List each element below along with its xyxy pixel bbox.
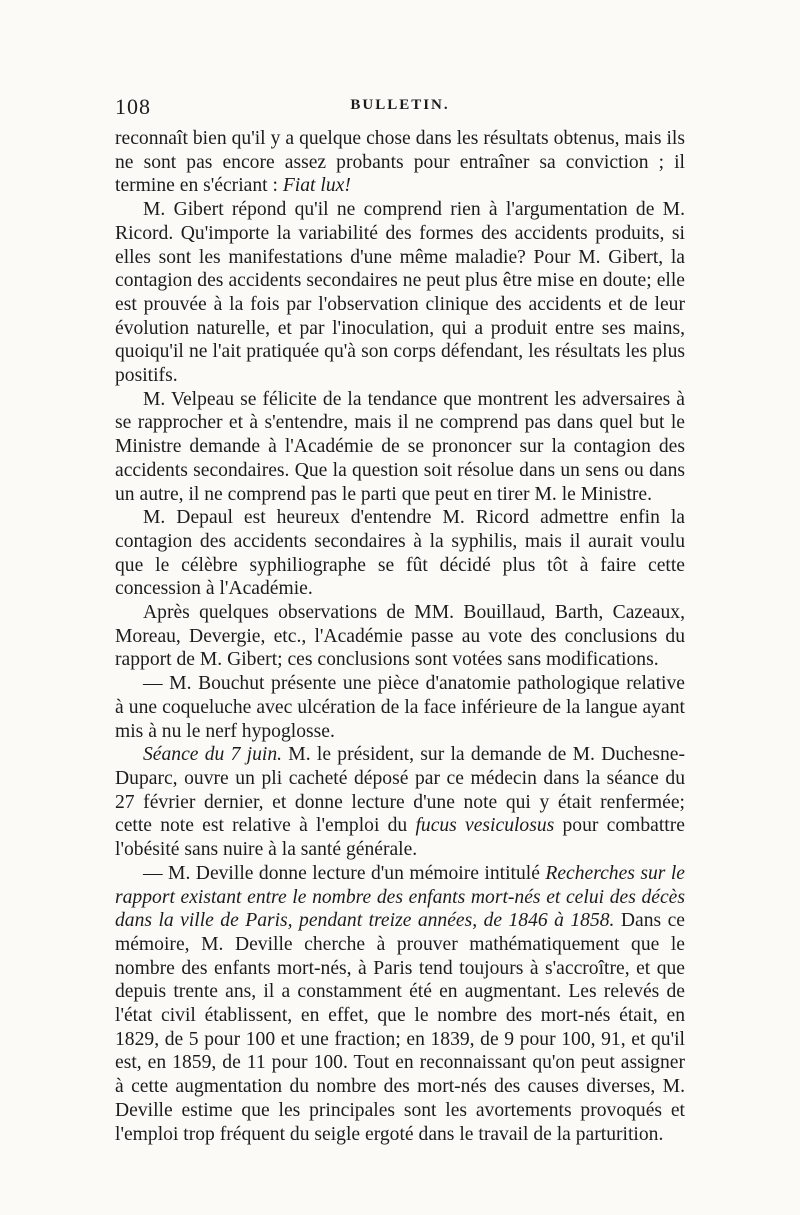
page-header — [115, 94, 685, 122]
paragraph-1-text: reconnaît bien qu'il y a quelque chose dans les résultats obtenus, mais ils ne sont pas encore assez probants pour entraîner sa conviction ; il termine en s'écriant : — [115, 128, 685, 197]
memoir-title: Recherches sur le rapport existant entre le nombre des enfants mort-nés et celui des décès dans la ville de Paris, pendant treize années, de 1846 à 1858. — [115, 862, 685, 932]
paragraph-6: — M. Bouchut présente une pièce d'anatomie pathologique relative à une coqueluche avec ulcération de la face inférieure de la langue ayant mis à nu le nerf hypoglosse. — [115, 673, 685, 742]
paragraph-1 — [115, 127, 685, 198]
paragraph-2: M. Gibert répond qu'il ne comprend rien à l'argumentation de M. Ricord. Qu'importe la variabilité des formes des accidents produits, si elles sont les manifestations d'une même maladie? Pour M. Gibert, la contagion des accidents secondaires ne peut plus être mise en doute; elle est prouvée à la fois par l'observation clinique des accidents et de leur évolution naturelle, et par l'inoculation, qui a produit entre ses mains, quoiqu'il ne l'ait pratiquée qu'à son corps défendant, les résultats les plus positifs. — [115, 199, 685, 387]
paragraph-4: M. Depaul est heureux d'entendre M. Ricord admettre enfin la contagion des accidents secondaires à la syphilis, mais il aurait voulu que le célèbre syphiliographe se fût décidé plus tôt à faire cette concession à l'Académie. — [115, 507, 685, 600]
paragraph-7 — [115, 743, 685, 862]
paragraph-7-italic: fucus vesiculosus — [415, 815, 555, 837]
paragraph-8-text: — M. Deville donne lecture d'un mémoire intitulé — [143, 862, 546, 884]
paragraph-7-text: M. le président, sur la demande de M. Duchesne-Duparc, ouvre un pli cacheté déposé par ce médecin dans la séance du 27 février dernier, et donne lecture d'une note qui y était renfermée; cette note est relative à l'emploi du — [115, 744, 685, 837]
paragraph-1-italic: Fiat lux! — [282, 175, 351, 197]
paragraph-5: Après quelques observations de MM. Bouillaud, Barth, Cazeaux, Moreau, Devergie, etc., l'Académie passe au vote des conclusions du rapport de M. Gibert; ces conclusions sont votées sans modifications. — [115, 602, 685, 671]
paragraph-7-tail: pour combattre l'obésité sans nuire à la santé générale. — [115, 815, 685, 861]
paragraph-8-tail: Dans ce mémoire, M. Deville cherche à prouver mathématiquement que le nombre des enfants mort-nés, à Paris tend toujours à s'accroître, et que depuis trente ans, il a constamment été en augmentant. Les relevés de l'état civil établissent, en effet, que le nombre des mort-nés était, en 1829, de 5 pour 100 et une fraction; en 1839, de 9 pour 100, 91, et qu'il est, en 1859, de 11 pour 100. Tout en reconnaissant qu'on peut assigner à cette augmentation du nombre des mort-nés des causes diverses, M. Deville estime que les principales sont les avortements provoqués et l'emploi trop fréquent du seigle ergoté dans le travail de la parturition. — [115, 910, 685, 1145]
text-body — [115, 127, 685, 1146]
running-title: BULLETIN. — [350, 97, 450, 113]
paragraph-3: M. Velpeau se félicite de la tendance que montrent les adversaires à se rapprocher et à s'entendre, mais il ne comprend pas dans quel but le Ministre demande à l'Académie de se prononcer sur la contagion des accidents secondaires. Que la question soit résolue dans un sens ou dans un autre, il ne comprend pas le parti que peut en tirer M. le Ministre. — [115, 388, 685, 505]
seance-heading: Séance du 7 juin. — [143, 744, 283, 766]
paragraph-8 — [115, 862, 685, 1146]
page-number: 108 — [115, 94, 151, 119]
